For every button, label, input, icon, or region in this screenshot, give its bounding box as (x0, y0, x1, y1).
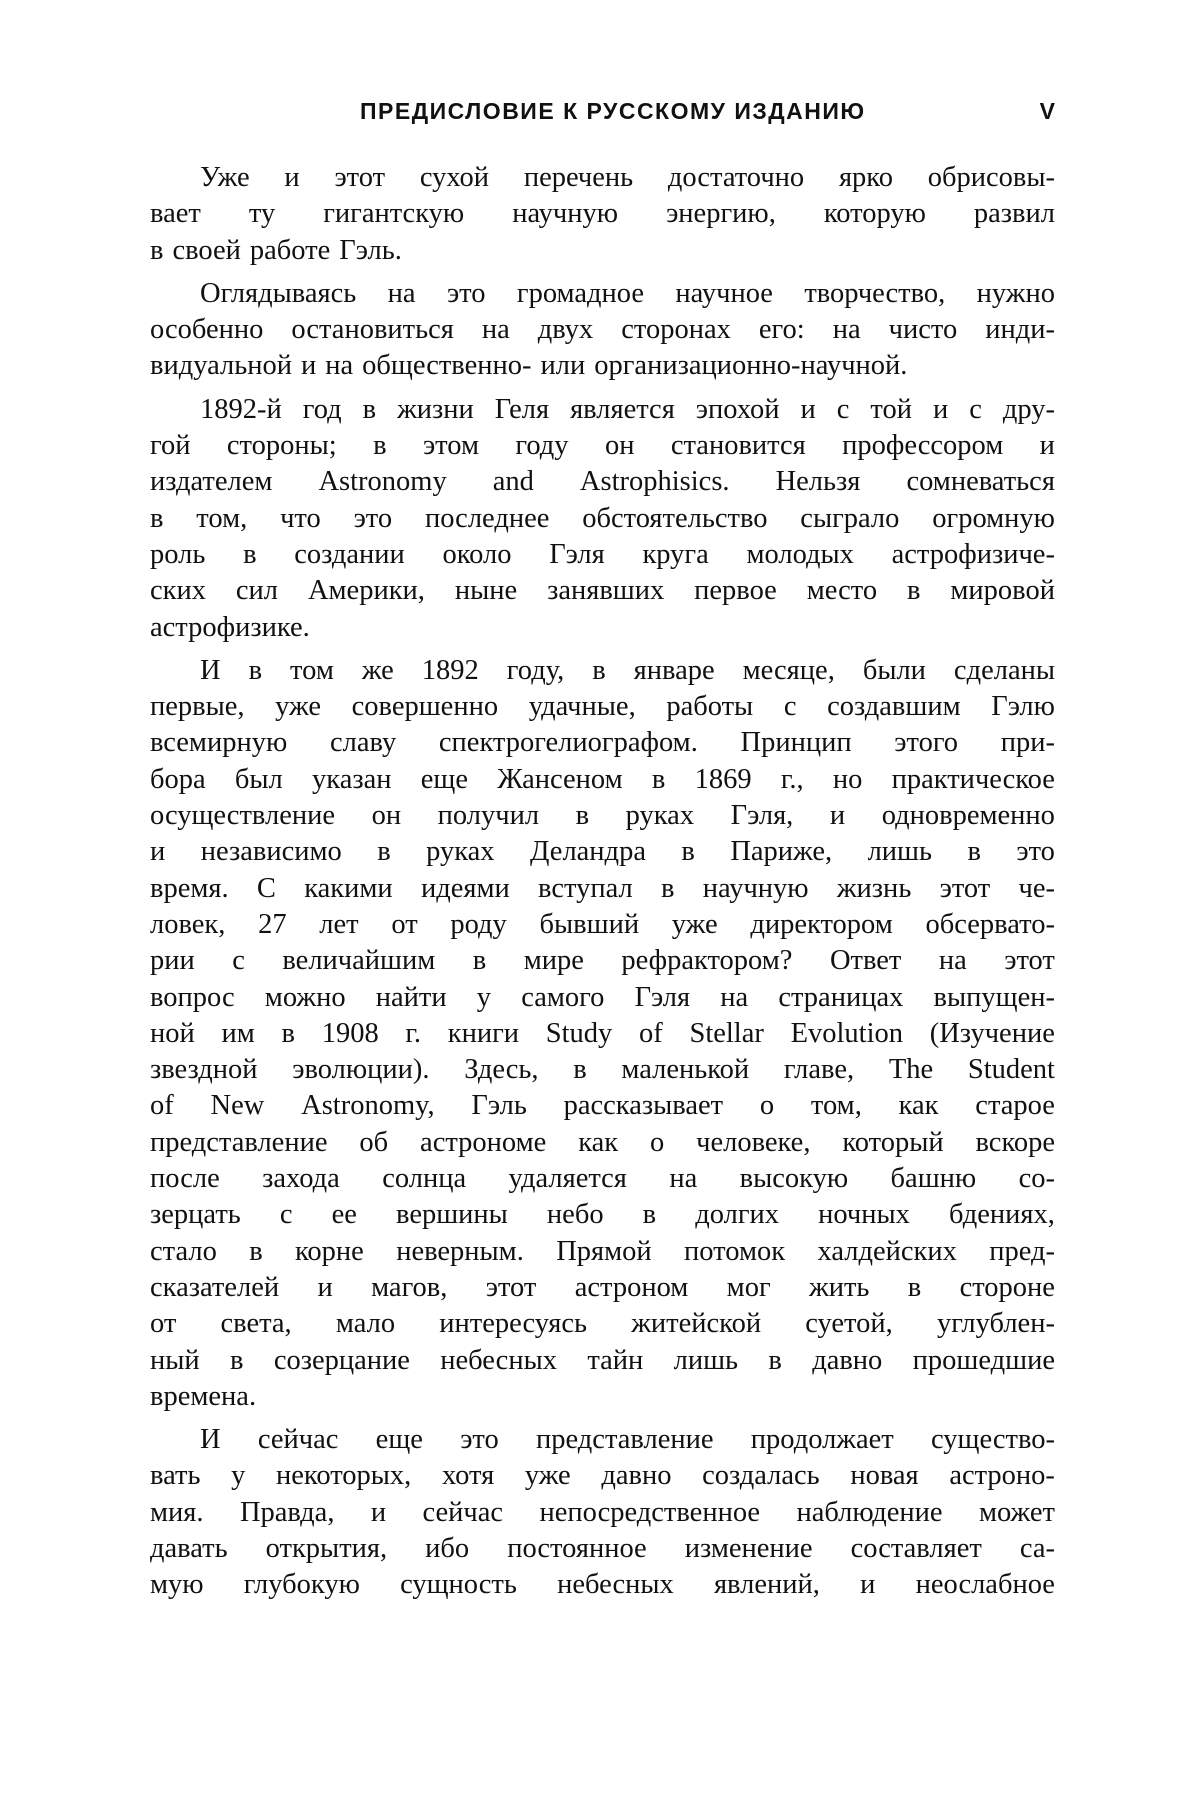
text-line: вопрос можно найти у самого Гэля на страницах выпущен- (150, 981, 1055, 1013)
paragraph (150, 276, 1055, 385)
body-text (150, 160, 1055, 1611)
text-line: ловек, 27 лет от роду бывший уже директором обсервато- (150, 908, 1055, 940)
text-line: вать у некоторых, хотя уже давно создалась новая астроно- (150, 1460, 1055, 1492)
text-line: всемирную славу спектрогелиографом. Принцип этого при- (150, 727, 1055, 759)
text-line: вает ту гигантскую научную энергию, которую развил (150, 198, 1055, 230)
text-line: издателем Astronomy and Astrophisics. Нельзя сомневаться (150, 466, 1055, 498)
text-line: мую глубокую сущность небесных явлений, и неослабное (150, 1569, 1055, 1601)
text-line: роль в создании около Гэля круга молодых астрофизиче- (150, 538, 1055, 570)
text-line: мия. Правда, и сейчас непосредственное наблюдение может (150, 1496, 1055, 1528)
text-line: давать открытия, ибо постоянное изменение составляет са- (150, 1532, 1055, 1564)
text-line: of New Astronomy, Гэль рассказывает о том, как старое (150, 1090, 1055, 1122)
text-line: рии с величайшим в мире рефрактором? Ответ на этот (150, 945, 1055, 977)
paragraph (150, 160, 1055, 269)
text-line: от света, мало интересуясь житейской суетой, углублен- (150, 1308, 1055, 1340)
text-line: Оглядываясь на это громадное научное творчество, нужно (200, 277, 1055, 309)
text-line: зерцать с ее вершины небо в долгих ночных бдениях, (150, 1199, 1055, 1231)
text-line: бора был указан еще Жансеном в 1869 г., но практическое (150, 763, 1055, 795)
paragraph (150, 653, 1055, 1415)
paragraph (150, 1422, 1055, 1603)
text-line: представление об астрономе как о человеке, который вскоре (150, 1126, 1055, 1158)
text-line: ный в созерцание небесных тайн лишь в давно прошедшие (150, 1344, 1055, 1376)
text-line: Уже и этот сухой перечень достаточно ярко обрисовы- (200, 162, 1055, 193)
text-line: особенно остановиться на двух сторонах его: на чисто инди- (150, 314, 1055, 346)
text-line: астрофизике. (150, 611, 310, 643)
book-page (150, 0, 1055, 1795)
text-line: осуществление он получил в руках Гэля, и одновременно (150, 800, 1055, 832)
text-line: и независимо в руках Деландра в Париже, лишь в это (150, 836, 1055, 868)
running-head (150, 98, 1055, 134)
text-line: 1892-й год в жизни Геля является эпохой и с той и с дру- (200, 393, 1055, 425)
text-line: И в том же 1892 году, в январе месяце, были сделаны (200, 654, 1055, 686)
text-line: сказателей и магов, этот астроном мог жить в стороне (150, 1271, 1055, 1303)
text-line: видуальной и на общественно- или организационно-научной. (150, 350, 908, 382)
text-line: первые, уже совершенно удачные, работы с создавшим Гэлю (150, 691, 1055, 723)
page-number: V (1039, 98, 1055, 124)
text-line: И сейчас еще это представление продолжает существо- (200, 1424, 1055, 1456)
paragraph (150, 392, 1055, 646)
text-line: в том, что это последнее обстоятельство сыграло огромную (150, 502, 1055, 534)
text-line: гой стороны; в этом году он становится профессором и (150, 430, 1055, 462)
text-line: стало в корне неверным. Прямой потомок халдейских пред- (150, 1235, 1055, 1267)
text-line: времена. (150, 1380, 257, 1412)
text-line: в своей работе Гэль. (150, 234, 402, 266)
running-title: ПРЕДИСЛОВИЕ К РУССКОМУ ИЗДАНИЮ (360, 98, 866, 124)
text-line: звездной эволюции). Здесь, в маленькой главе, The Student (150, 1054, 1055, 1086)
text-line: ной им в 1908 г. книги Study of Stellar Evolution (Изучение (150, 1017, 1055, 1049)
text-line: после захода солнца удаляется на высокую башню со- (150, 1163, 1055, 1195)
text-line: время. С какими идеями вступал в научную жизнь этот че- (150, 872, 1055, 904)
text-line: ских сил Америки, ныне занявших первое место в мировой (150, 575, 1055, 607)
